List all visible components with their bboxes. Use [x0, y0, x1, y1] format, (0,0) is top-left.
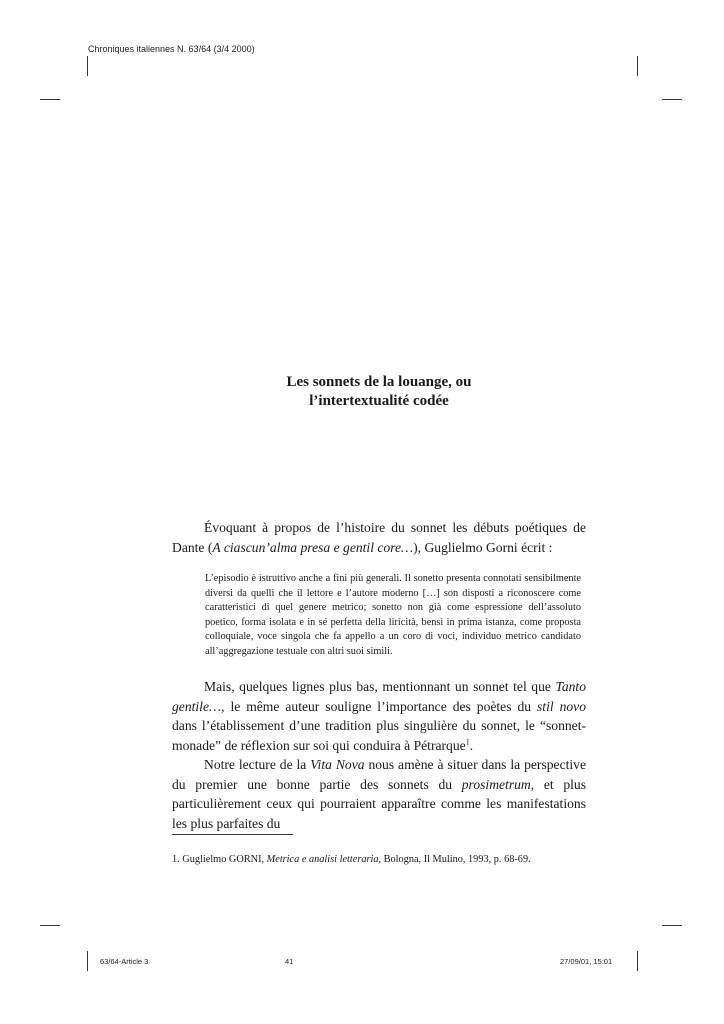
- footnote-reference[interactable]: 1: [465, 736, 470, 746]
- crop-mark-left-lower: [40, 925, 60, 926]
- page-number: 41: [285, 957, 294, 966]
- body-text-block: [172, 677, 586, 833]
- crop-mark-left-upper: [40, 99, 60, 100]
- article-title: [172, 373, 586, 411]
- body-paragraph-3: Notre lecture de la Vita Nova nous amène à situer dans la perspective du premier une bonne partie des sonnets du prosimetrum, et plus particulièrement ceux qui pourraient apparaître comme les manifestations les plus parfaites du: [172, 757, 587, 831]
- intro-paragraph-block: [172, 518, 586, 557]
- footnote-divider: [172, 834, 293, 835]
- crop-mark-bottom-right: [637, 951, 638, 971]
- crop-mark-bottom-left: [87, 951, 88, 971]
- footnote-1: 1. Guglielmo GORNI, Metrica e analisi letteraria, Bologna, Il Mulino, 1993, p. 68-69.: [172, 854, 531, 865]
- running-head: Chroniques italiennes N. 63/64 (3/4 2000): [88, 44, 255, 54]
- footer-timestamp: 27/09/01, 15:01: [560, 957, 613, 966]
- title-line-2: l’intertextualité codée: [309, 393, 449, 409]
- crop-mark-top-right: [637, 56, 638, 76]
- crop-mark-right-lower: [662, 925, 682, 926]
- crop-mark-right-upper: [662, 99, 682, 100]
- footer-file-label: 63/64-Article 3: [100, 957, 149, 966]
- crop-mark-top-left: [87, 56, 88, 76]
- body-paragraph-2: Mais, quelques lignes plus bas, mentionnant un sonnet tel que Tanto gentile…, le même auteur souligne l’importance des poètes du stil novo dans l’établissement d’une tradition plus singulière du sonnet, le “sonnet-monade” de réflexion sur soi qui conduira à Pétrarque$^1$.: [172, 679, 586, 753]
- block-quote: L’episodio è istruttivo anche a fini più generali. Il sonetto presenta connotati sensibilmente diversi da quelli che il lettore e l’autore moderno […] son disposti a riconoscere come caratteristici di quel genere metrico; sonetto non già come espressione dell’assoluto poetico, forma isolata e in sé perfetta della liricità, bensì in prima istanza, come proposta colloquiale, voce singola che fa appello a un coro di voci, individuo metrico candidato all’aggregazione testuale con altri suoi simili.: [205, 573, 581, 657]
- title-line-1: Les sonnets de la louange, ou: [286, 374, 472, 390]
- intro-paragraph: Évoquant à propos de l’histoire du sonnet les débuts poétiques de Dante (A ciascun’alma presa e gentil core…), Guglielmo Gorni écrit :: [172, 520, 586, 555]
